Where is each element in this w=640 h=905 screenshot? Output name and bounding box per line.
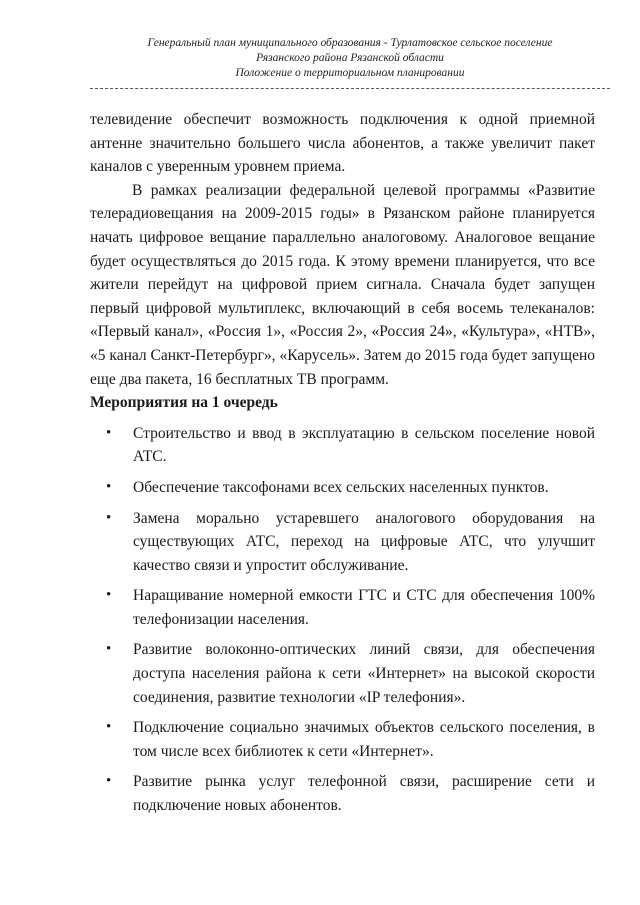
list-item (90, 422, 595, 469)
header-line-1: Генеральный план муниципального образования - Турлатовское сельское поселение (147, 37, 553, 49)
running-header (90, 36, 610, 81)
list-item (90, 476, 595, 500)
document-body (90, 108, 595, 818)
bullet-icon: • (106, 641, 112, 658)
section-heading: Мероприятия на 1 очередь (90, 394, 278, 412)
list-item-text: Замена морально устаревшего аналогового оборудования на существующих АТС, переход на цифровые АТС, что улучшит качество связи и упростит обслуживание. (133, 509, 595, 574)
list-item-text: Наращивание номерной емкости ГТС и СТС для обеспечения 100% телефонизации населения. (133, 587, 595, 628)
measures-list (90, 422, 595, 818)
list-item-text: Развитие рынка услуг телефонной связи, расширение сети и подключение новых абонентов. (133, 773, 595, 815)
list-item (90, 770, 595, 817)
paragraph-1: телевидение обеспечит возможность подключения к одной приемной антенне значительно большего числа абонентов, а также увеличит пакет каналов с уверенным уровнем приема. (90, 111, 595, 176)
list-item (90, 638, 595, 709)
bullet-icon: • (106, 478, 112, 495)
list-item (90, 507, 595, 578)
bullet-icon: • (106, 587, 112, 604)
bullet-icon: • (106, 719, 112, 736)
list-item-text: Строительство и ввод в эксплуатацию в сельском поселение новой АТС. (133, 424, 595, 466)
bullet-icon: • (106, 509, 112, 526)
list-item (90, 716, 595, 763)
paragraph-2: В рамках реализации федеральной целевой программы «Развитие телерадиовещания на 2009-2015 годы» в Рязанском районе планируется начать цифровое вещание параллельно аналоговому. Аналоговое вещание будет осуществляться до 2015 года. К этому времени планируется, что все жители перейдут на цифровой прием сигнала. Сначала будет запущен первый цифровой мультиплекс, включающий в себя восемь телеканалов: «Первый канал», «Россия 1», «Россия 2», «Россия 24», «Культура», «НТВ», «5 канал Санкт-Петербург», «Карусель». Затем до 2015 года будет запущено еще два пакета, 16 бесплатных ТВ программ. (90, 181, 595, 388)
list-item-text: Обеспечение таксофонами всех сельских населенных пунктов. (133, 478, 549, 496)
header-line-3: Положение о территориальном планировании (235, 67, 465, 79)
bullet-icon: • (106, 773, 112, 790)
header-divider (90, 88, 610, 89)
list-item (90, 584, 595, 631)
bullet-icon: • (106, 424, 112, 441)
list-item-text: Подключение социально значимых объектов сельского поселения, в том числе всех библиотек к сети «Интернет». (133, 719, 595, 760)
list-item-text: Развитие волоконно-оптических линий связи, для обеспечения доступа населения района к сети «Интернет» на высокой скорости соединения, развитие технологии «IP телефония». (133, 641, 595, 706)
header-line-2: Рязанского района Рязанской области (256, 52, 444, 64)
